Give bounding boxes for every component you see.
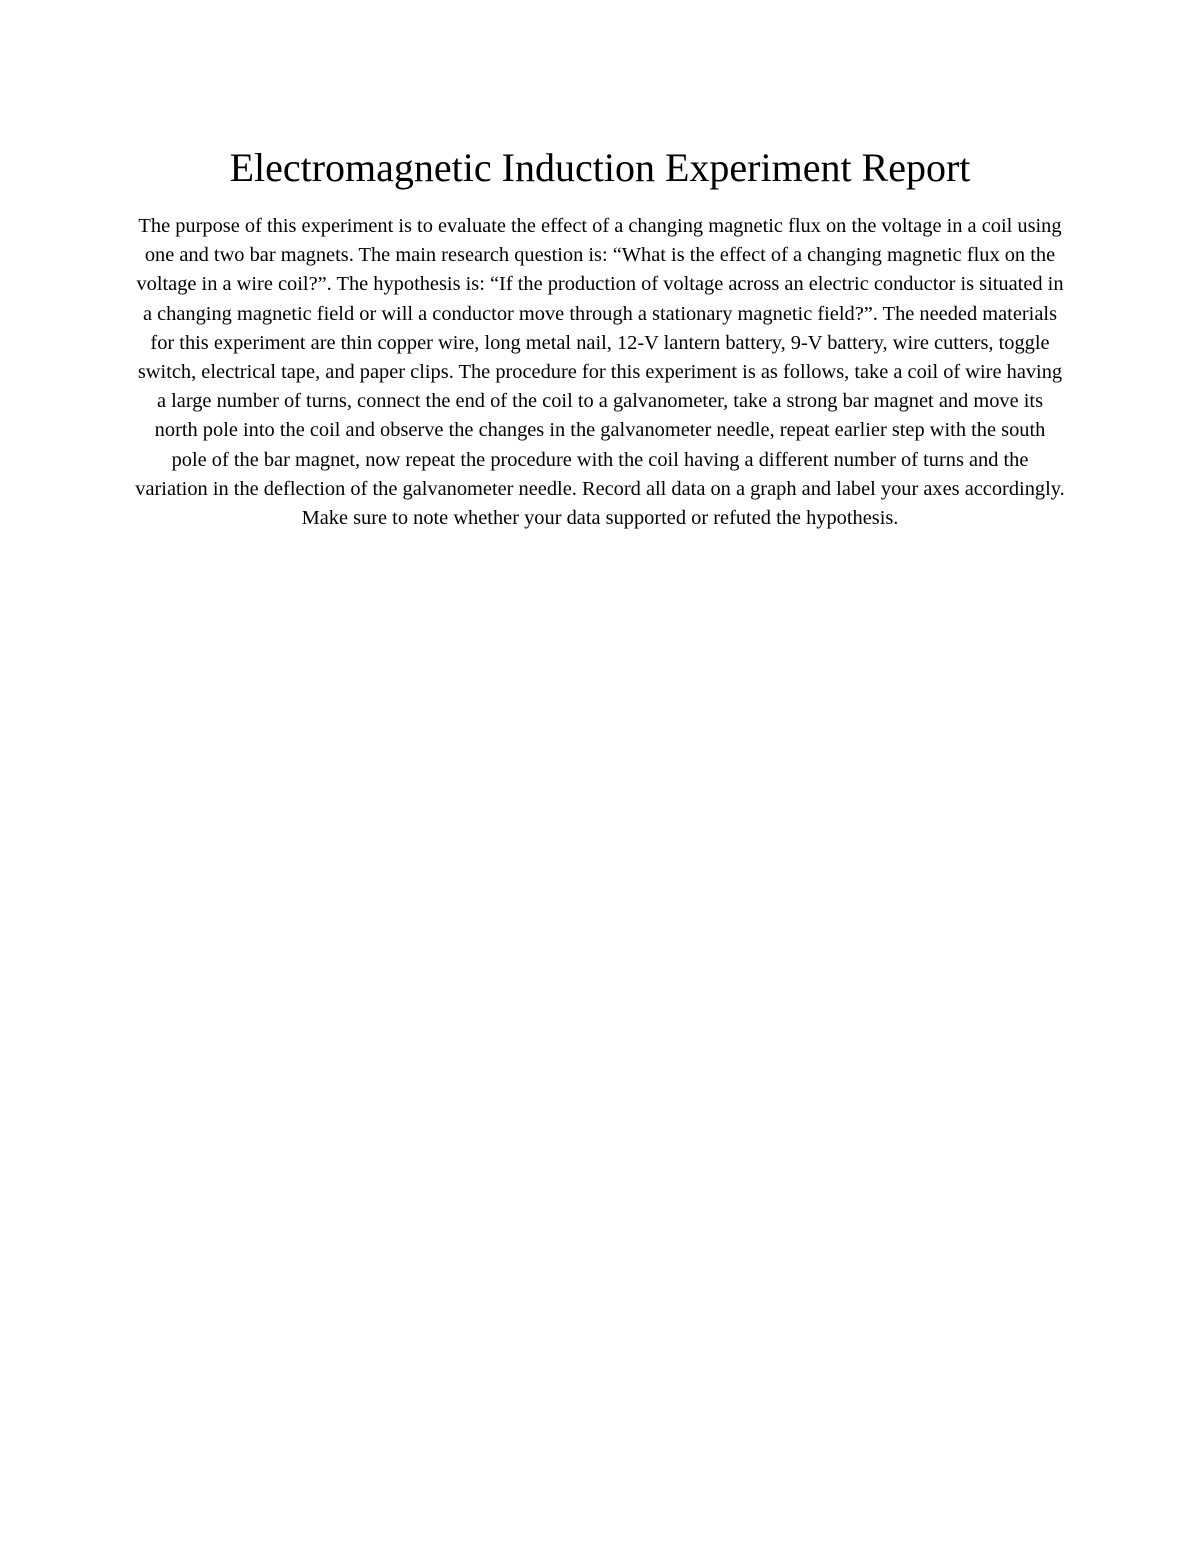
body-paragraph: The purpose of this experiment is to evaluate the effect of a changing magnetic flux on the voltage in a coil using one and two bar magnets. The main research question is: “What is the effect of a changing magnetic flux on the voltage in a wire coil?”. The hypothesis is: “If the production of voltage across an electric conductor is situated in a changing magnetic field or will a conductor move through a stationary magnetic field?”. The needed materials for this experiment are thin copper wire, long metal nail, 12-V lantern battery, 9-V battery, wire cutters, toggle switch, electrical tape, and paper clips. The procedure for this experiment is as follows, take a coil of wire having a large number of turns, connect the end of the coil to a galvanometer, take a strong bar magnet and move its north pole into the coil and observe the changes in the galvanometer needle, repeat earlier step with the south pole of the bar magnet, now repeat the procedure with the coil having a different number of turns and the variation in the deflection of the galvanometer needle. Record all data on a graph and label your axes accordingly. Make sure to note whether your data supported or refuted the hypothesis. bbox=[135, 215, 1065, 530]
page-title: Electromagnetic Induction Experiment Report bbox=[229, 145, 971, 190]
